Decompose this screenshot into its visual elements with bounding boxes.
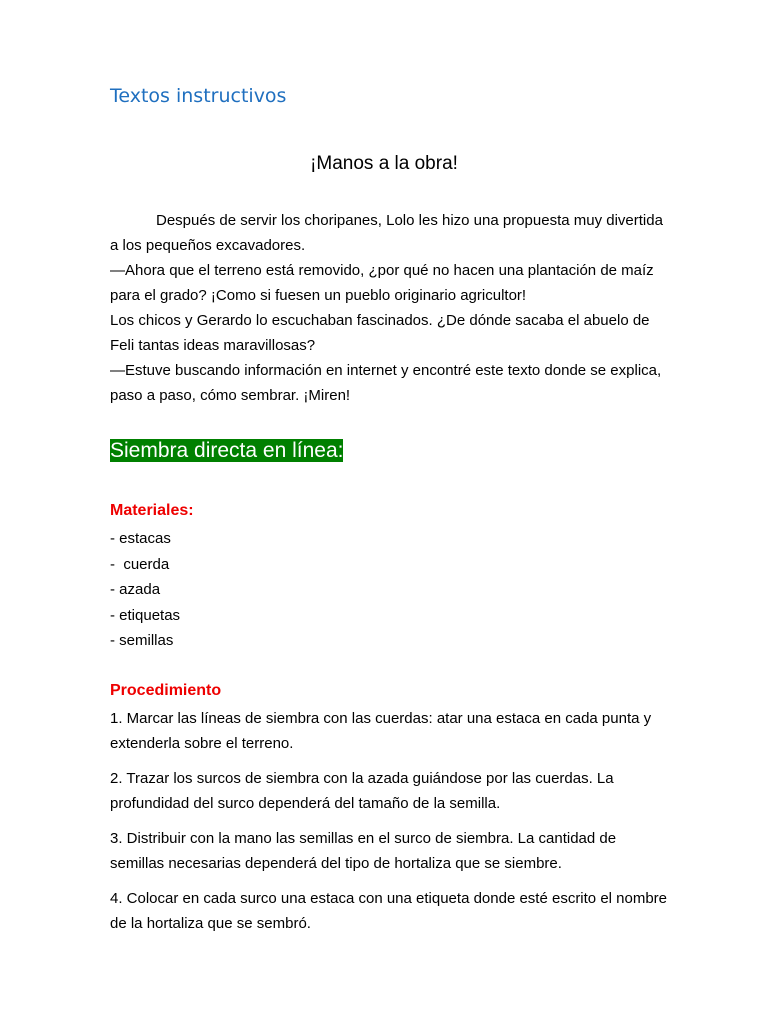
procedure-steps	[110, 706, 670, 936]
material-item: - estacas	[110, 530, 171, 547]
materials-heading: Materiales:	[110, 502, 194, 519]
material-item: - azada	[110, 581, 161, 598]
procedure-step: 3. Distribuir con la mano las semillas en el surco de siembra. La cantidad de semillas necesarias dependerá del tipo de hortaliza que se siembre.	[110, 830, 617, 872]
materials-section	[110, 502, 194, 654]
materials-list	[110, 526, 194, 654]
section-title	[110, 437, 343, 465]
intro-paragraph: —Ahora que el terreno está removido, ¿por qué no hacen una plantación de maíz para el grado? ¡Como si fuesen un pueblo originario agricultor!	[110, 262, 654, 304]
material-item: - etiquetas	[110, 606, 181, 624]
procedure-step: 1. Marcar las líneas de siembra con las cuerdas: atar una estaca en cada punta y extenderla sobre el terreno.	[110, 710, 652, 752]
material-item: - cuerda	[110, 555, 170, 573]
procedure-heading: Procedimiento	[110, 682, 222, 699]
document-type-label: Textos instructivos	[110, 85, 287, 107]
intro-paragraph: —Estuve buscando información en internet y encontré este texto donde se explica, paso a paso, cómo sembrar. ¡Miren!	[110, 362, 662, 404]
intro-paragraph: Los chicos y Gerardo lo escuchaban fascinados. ¿De dónde sacaba el abuelo de Feli tantas ideas maravillosas?	[110, 312, 650, 354]
story-title: ¡Manos a la obra!	[310, 153, 458, 174]
section-title-highlight: Siembra directa en línea:	[110, 439, 344, 462]
intro-paragraph: Después de servir los choripanes, Lolo les hizo una propuesta muy divertida a los pequeños excavadores.	[110, 212, 663, 254]
procedure-step: 2. Trazar los surcos de siembra con la azada guiándose por las cuerdas. La profundidad del surco dependerá del tamaño de la semilla.	[110, 770, 614, 812]
intro-text	[110, 208, 670, 408]
procedure-step: 4. Colocar en cada surco una estaca con una etiqueta donde esté escrito el nombre de la hortaliza que se sembró.	[110, 890, 668, 932]
material-item: - semillas	[110, 632, 174, 649]
procedure-section	[110, 682, 670, 946]
